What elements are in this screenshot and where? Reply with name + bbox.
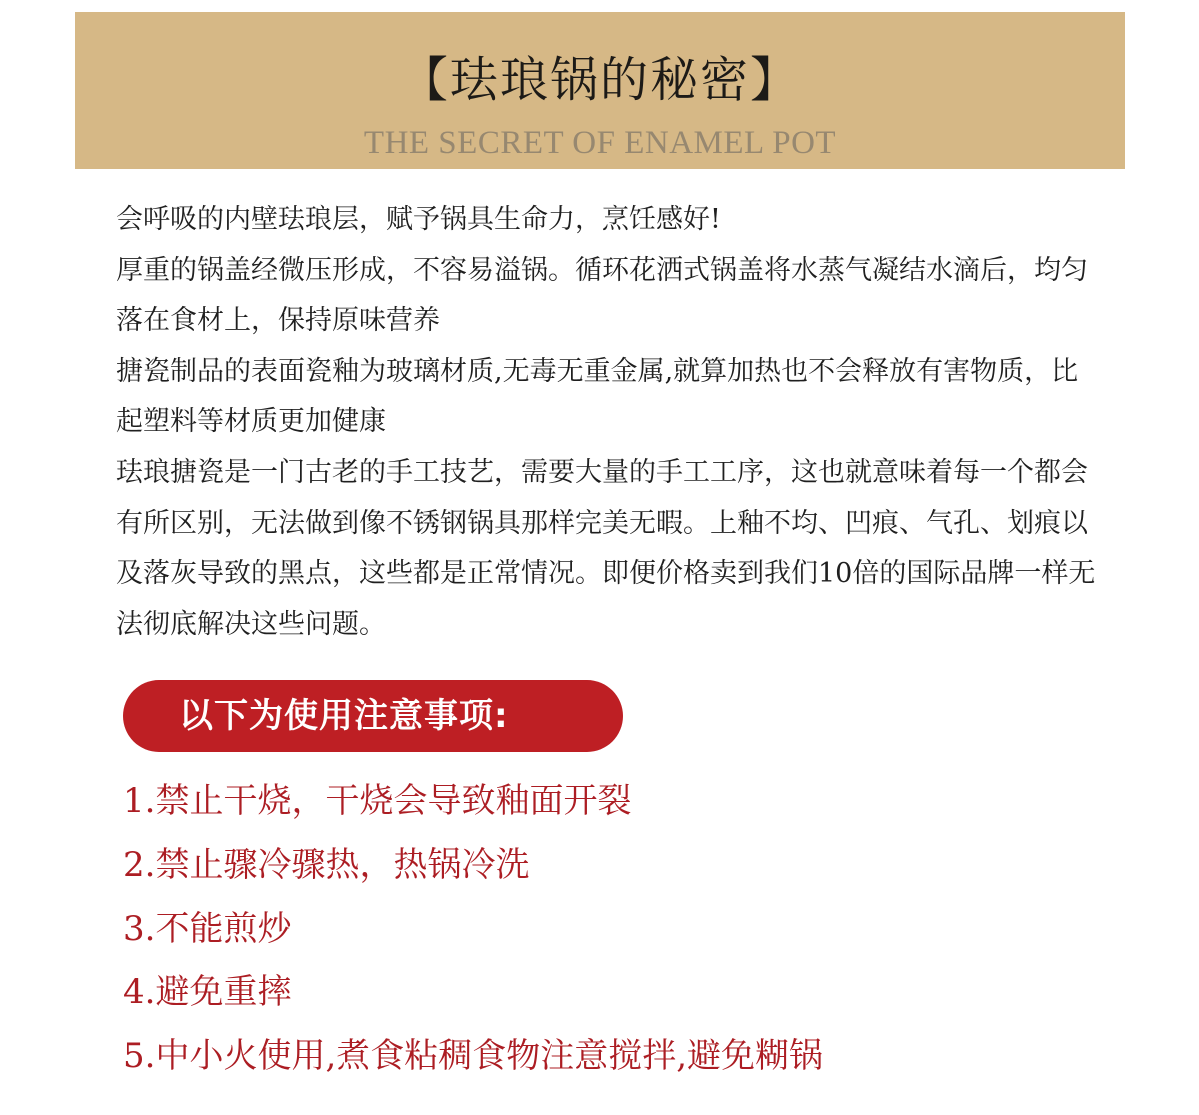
page-title: 【珐琅锅的秘密】	[399, 52, 800, 108]
header-banner	[75, 12, 1125, 169]
notice-item: 5.中小火使用,煮食粘稠食物注意搅拌,避免糊锅	[123, 1036, 824, 1077]
page-subtitle: THE SECRET OF ENAMEL POT	[363, 125, 837, 161]
notice-item: 1.禁止干烧，干烧会导致釉面开裂	[123, 781, 632, 821]
notice-item: 2.禁止骤冷骤热，热锅冷洗	[123, 844, 530, 885]
description-paragraph: 搪瓷制品的表面瓷釉为玻璃材质,无毒无重金属,就算加热也不会释放有害物质，比起塑料等材质更加健康	[116, 355, 1079, 438]
notice-item: 4.避免重摔	[123, 972, 292, 1013]
notice-list	[123, 772, 1123, 1091]
description-paragraph: 厚重的锅盖经微压形成，不容易溢锅。循环花洒式锅盖将水蒸气凝结水滴后，均匀落在食材上，保持原味营养	[116, 254, 1088, 337]
description-paragraph: 会呼吸的内壁珐琅层，赋予锅具生命力，烹饪感好!	[116, 204, 721, 235]
notice-heading: 以下为使用注意事项:	[179, 696, 509, 736]
description-paragraph: 珐琅搪瓷是一门古老的手工技艺，需要大量的手工工序，这也就意味着每一个都会有所区别，无法做到像不锈钢锅具那样完美无暇。上釉不均、凹痕、气孔、划痕以及落灰导致的黑点，这些都是正常情况。即便价格卖到我们10倍的国际品牌一样无法彻底解决这些问题。	[116, 456, 1096, 640]
notice-heading-badge	[123, 680, 623, 752]
description-block	[116, 195, 1096, 650]
notice-item: 3.不能煎炒	[123, 908, 292, 949]
